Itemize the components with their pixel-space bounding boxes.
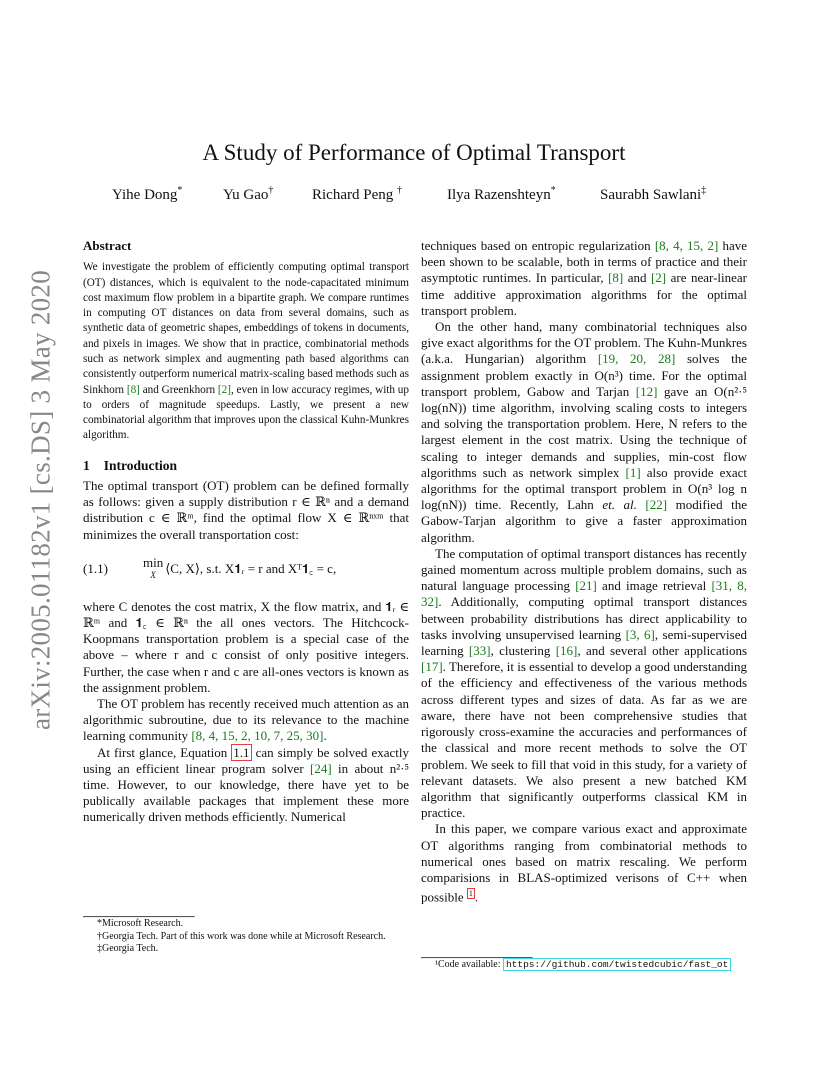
equation-reference-link[interactable]: 1.1 [233, 744, 250, 760]
abstract-heading: Abstract [83, 238, 132, 253]
citation-link[interactable]: [8] [608, 270, 624, 286]
citation-link[interactable]: [24] [310, 760, 332, 776]
author-list [112, 185, 752, 209]
equation-min: min X [143, 554, 164, 580]
citation-link[interactable]: [1] [625, 464, 641, 480]
footnote: ‡Georgia Tech. [97, 943, 159, 954]
author: Richard Peng † [312, 185, 402, 203]
section-heading-introduction: 1 Introduction [83, 457, 178, 473]
author: Saurabh Sawlani‡ [600, 185, 707, 203]
equation-1-1 [83, 554, 409, 581]
body-paragraph: In this paper, we compare various exact and approximate OT algorithms ranging from combinatorial methods to numerical ones based on matrix rescaling. We perform comparisions in BLAS-optimized verisons of C++ when possible $^1$ . [421, 821, 747, 905]
citation-link[interactable]: [2] [217, 383, 231, 396]
citation-link[interactable]: [17] [421, 659, 443, 675]
citation-link[interactable]: [12] [635, 383, 658, 399]
arxiv-id-text: arXiv:2005.01182v1 [cs.DS] 3 May 2020 [25, 269, 56, 731]
citation-link[interactable]: [8] [126, 383, 140, 396]
code-url-link[interactable]: https://github.com/twistedcubic/fast_ot [503, 958, 731, 971]
footnote: *Microsoft Research. [97, 918, 184, 929]
body-paragraph: techniques based on entropic regularization [8, 4, 15, 2] have been shown to be scalable, both in terms of practice and their asymptotic runtimes. In particular, [8] and [2] are near-linear time additive approximation algorithms for the optimal transport problem. [421, 238, 747, 318]
citation-link[interactable]: [2] [650, 270, 667, 286]
intro-paragraph: The optimal transport (OT) problem can be defined formally as follows: given a supply distribution r ∈ ℝⁿ and a demand distribution c ∈ ℝᵐ, find the optimal flow X ∈ ℝⁿˣᵐ that minimizes the overall transportation cost: [83, 477, 409, 542]
citation-link[interactable]: [33] [468, 643, 491, 659]
equation-label: (1.1) [83, 560, 108, 576]
footnote: ¹Code available: https://github.com/twistedcubic/fast_ot [421, 959, 747, 972]
paper-title: A Study of Performance of Optimal Transport [202, 140, 626, 165]
equation-body: ⟨C, X⟩, s.t. X𝟏ᵣ = r and Xᵀ𝟏꜀ = c, [165, 560, 337, 576]
citation-link[interactable]: [8, 4, 15, 2] [654, 238, 719, 253]
arxiv-sidebar-identifier [18, 269, 64, 731]
body-paragraph: The computation of optimal transport distances has recently gained momentum across multiple problem domains, such as natural language processing [21] and image retrieval [31, 8, 32]. Additionally, computing optimal transport distances between probability distributions has direct applicability to tasks involving unsupervised learning [3, 6], semi-supervised learning [33], clustering [16], and several other applications [17]. Therefore, it is essential to develop a good understanding of the efficiency and effectiveness of the various methods across different types and sizes of data. As far as we are aware, there have not been comprehensive studies that rigorously cross-examine the accuracies and performances of the classical and more recent methods to solve the OT problem. We seek to fill that void in this study, for a variety of relevant datasets. We also present a new batched KM algorithm that significantly outperforms classical KM in practice. [421, 545, 747, 821]
footnotes-left [83, 916, 409, 956]
citation-link[interactable]: [31, 8, 32] [421, 578, 747, 610]
citation-link[interactable]: [21] [575, 578, 597, 594]
citation-link[interactable]: [22] [645, 497, 668, 513]
citation-link[interactable]: [16] [555, 643, 578, 659]
footnote: †Georgia Tech. Part of this work was done while at Microsoft Research. [97, 930, 386, 942]
author: Yu Gao† [223, 185, 274, 203]
citation-link[interactable]: [19, 20, 28] [597, 351, 676, 367]
intro-paragraph: where C denotes the cost matrix, X the flow matrix, and 𝟏ᵣ ∈ ℝᵐ and 𝟏꜀ ∈ ℝⁿ the all ones vectors. The Hitchcock-Koopmans transportation problem is a special case of the above – where r and c consist of only positive integers. Further, the case when r and c are all-ones vectors is known as the assignment problem. [83, 598, 409, 695]
right-column [421, 238, 747, 906]
left-column [83, 238, 409, 826]
footnote-marker-link[interactable]: 1 [468, 889, 473, 899]
intro-paragraph: The OT problem has recently received much attention as an algorithmic subroutine, due to its relevance to the machine learning community [8, 4, 15, 2, 10, 7, 25, 30]. [83, 696, 409, 744]
body-paragraph: On the other hand, many combinatorial techniques also give exact algorithms for the OT problem. The Kuhn-Munkres (a.k.a. Hungarian) algorithm [19, 20, 28] solves the assignment problem exactly in O(n³) time. For the optimal transport problem, Gabow and Tarjan [12] gave an O(n²·⁵ log(nN)) time algorithm, involving scaling costs to integers and solving the transportation problem. Here, N refers to the largest element in the cost matrix. Using the technique of scaling to integer demands and supplies, min-cost flow algorithms such as network simplex [1] also provide exact algorithms for the optimal transport problem in O(n³ log n log(nN)) time. Recently, Lahn et. al. [22] modified the Gabow-Tarjan algorithm to give a faster approximation algorithm. [421, 319, 747, 545]
abstract-text: We investigate the problem of efficiently computing optimal transport (OT) distances, which is equivalent to the node-capacitated minimum cost maximum flow problem in a bipartite graph. We compare runtimes in computing OT distances on data from several domains, such as synthetic data of geometric shapes, embeddings of tokens in documents, and pixels in images. We show that in practice, combinatorial methods such as network simplex and augmenting path based algorithms can consistently outperform numerical matrix-scaling based methods such as Sinkhorn [8] and Greenkhorn [2], even in low accuracy regimes, with up to orders of magnitude speedups. Lastly, we present a new combinatorial algorithm that improves upon the classical Kuhn-Munkres algorithm. [83, 261, 409, 442]
author: Yihe Dong* [112, 185, 183, 203]
author: Ilya Razenshteyn* [447, 185, 556, 203]
citation-link[interactable]: [3, 6] [625, 626, 655, 642]
citation-link[interactable]: [8, 4, 15, 2, 10, 7, 25, 30] [191, 728, 324, 744]
intro-paragraph: At first glance, Equation 1.1 can simply be solved exactly using an efficient linear program solver [24] in about n²·⁵ time. However, to our knowledge, there have yet to be publically available packages that implement these more numerically driven methods efficiently. Numerical [83, 744, 409, 825]
footnotes-right [421, 957, 747, 972]
